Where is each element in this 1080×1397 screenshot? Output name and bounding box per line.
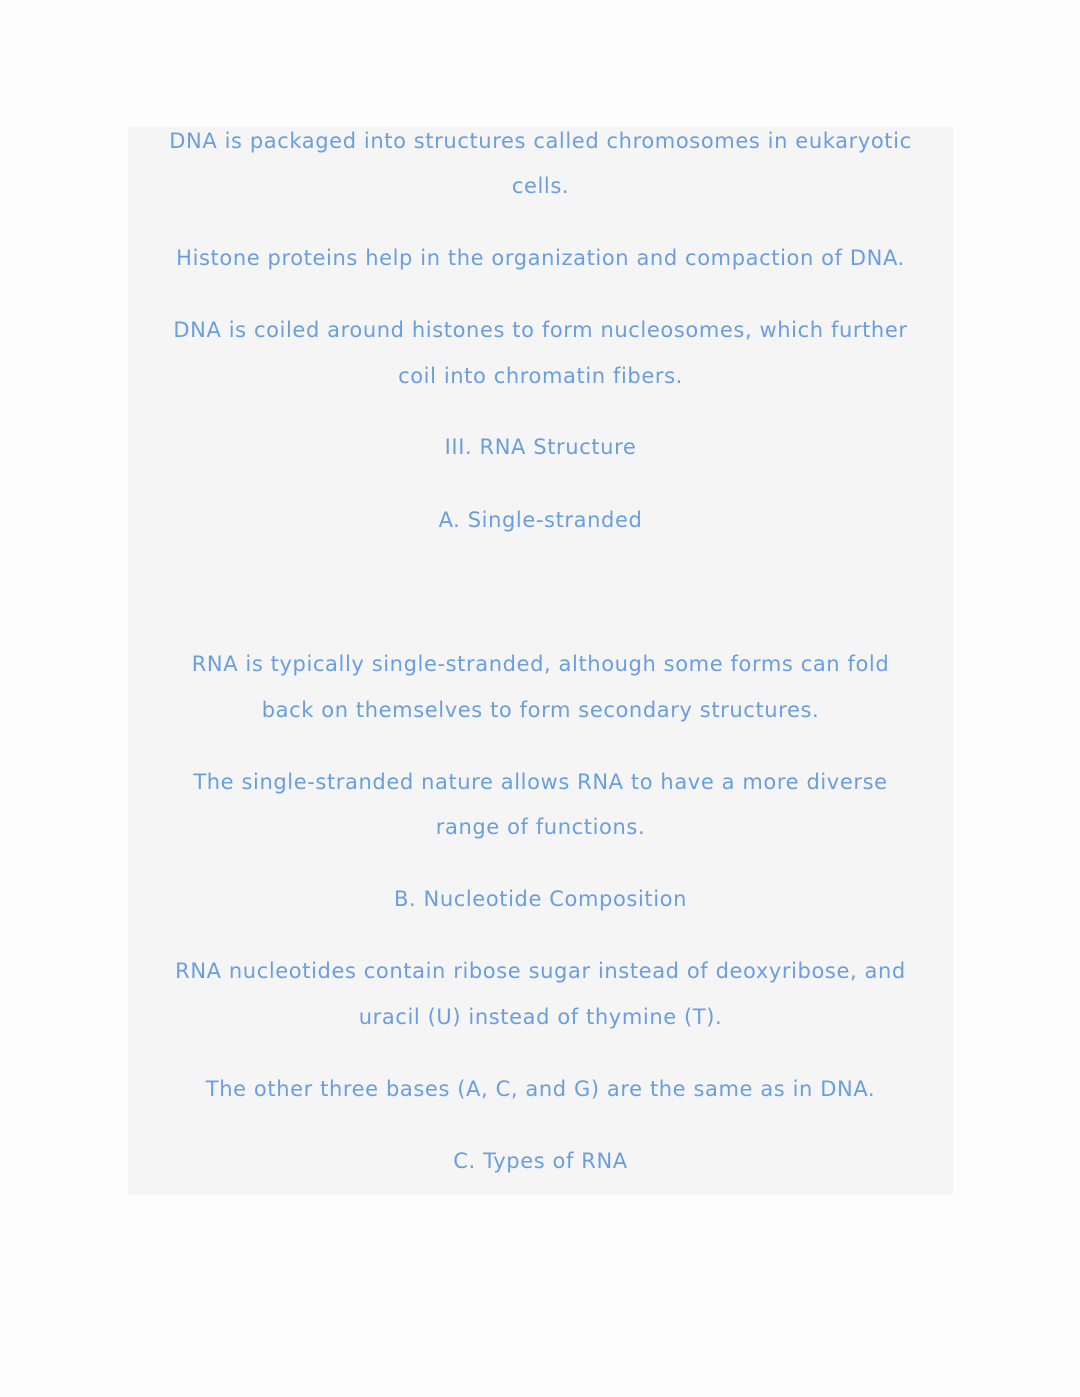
- subheading-types-of-rna: C. Types of RNA: [453, 1149, 628, 1173]
- paragraph-nucleosomes-line-2: coil into chromatin fibers.: [398, 364, 683, 388]
- paragraph-diverse-functions-line-2: range of functions.: [435, 815, 646, 839]
- paragraph-nucleosomes-line-1: DNA is coiled around histones to form nucleosomes, which further: [173, 318, 908, 342]
- heading-rna-structure: III. RNA Structure: [444, 435, 637, 459]
- paragraph-histone-proteins: Histone proteins help in the organization and compaction of DNA.: [176, 246, 905, 270]
- subheading-single-stranded: A. Single-stranded: [438, 508, 643, 532]
- paragraph-diverse-functions-line-1: The single-stranded nature allows RNA to have a more diverse: [193, 770, 888, 794]
- subheading-nucleotide-composition: B. Nucleotide Composition: [393, 887, 688, 911]
- notes-content-panel: [128, 127, 953, 1195]
- paragraph-ribose-uracil-line-2: uracil (U) instead of thymine (T).: [358, 1005, 723, 1029]
- paragraph-rna-single-stranded-line-2: back on themselves to form secondary structures.: [261, 698, 820, 722]
- paragraph-other-bases: The other three bases (A, C, and G) are the same as in DNA.: [205, 1077, 876, 1101]
- paragraph-chromosomes-line-2: cells.: [511, 174, 570, 198]
- paragraph-ribose-uracil-line-1: RNA nucleotides contain ribose sugar instead of deoxyribose, and: [175, 959, 906, 983]
- paragraph-chromosomes-line-1: DNA is packaged into structures called chromosomes in eukaryotic: [169, 129, 912, 153]
- paragraph-rna-single-stranded-line-1: RNA is typically single-stranded, although some forms can fold: [191, 652, 890, 676]
